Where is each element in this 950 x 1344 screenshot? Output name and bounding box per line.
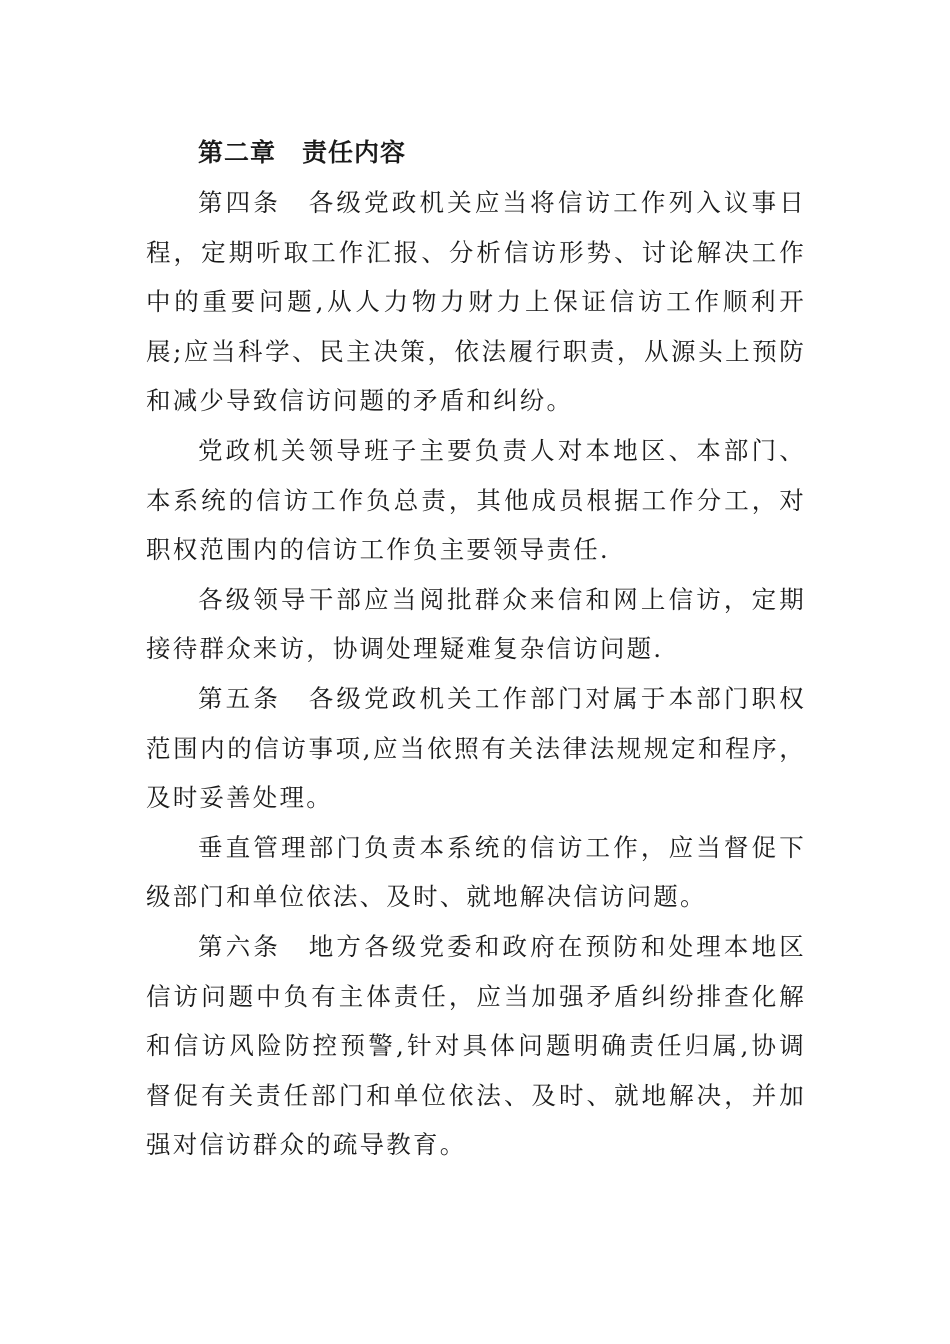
vertical-management-paragraph	[146, 823, 806, 922]
article-6-label: 第六条	[198, 931, 309, 961]
chapter-title: 第二章 责任内容	[198, 138, 407, 167]
leadership-responsibility-paragraph	[146, 426, 806, 575]
vertical-management-text: 垂直管理部门负责本系统的信访工作，应当督促下级部门和单位依法、及时、就地解决信访问题。	[146, 832, 806, 912]
article-4-paragraph	[146, 178, 806, 426]
article-4-text: 各级党政机关应当将信访工作列入议事日程，定期听取工作汇报、分析信访形势、讨论解决工作中的重要问题,从人力物力财力上保证信访工作顺利开展;应当科学、民主决策，依法履行职责，从源头上预防和减少导致信访问题的矛盾和纠纷。	[146, 188, 806, 416]
article-5-label: 第五条	[198, 683, 309, 713]
document-body	[146, 128, 806, 1170]
article-5-text: 各级党政机关工作部门对属于本部门职权范围内的信访事项,应当依照有关法律法规规定和程序，及时妥善处理。	[146, 683, 806, 813]
article-4-label: 第四条	[198, 188, 309, 217]
article-6-text: 地方各级党委和政府在预防和处理本地区信访问题中负有主体责任，应当加强矛盾纠纷排查化解和信访风险防控预警,针对具体问题明确责任归属,协调督促有关责任部门和单位依法、及时、就地解决，并加强对信访群众的疏导教育。	[146, 931, 806, 1160]
article-5-paragraph	[146, 674, 806, 823]
leadership-responsibility-text: 党政机关领导班子主要负责人对本地区、本部门、本系统的信访工作负总责，其他成员根据工作分工，对职权范围内的信访工作负主要领导责任.	[146, 435, 806, 565]
cadre-duties-text: 各级领导干部应当阅批群众来信和网上信访，定期接待群众来访，协调处理疑难复杂信访问题.	[146, 584, 806, 664]
cadre-duties-paragraph	[146, 575, 806, 674]
article-6-paragraph	[146, 922, 806, 1170]
